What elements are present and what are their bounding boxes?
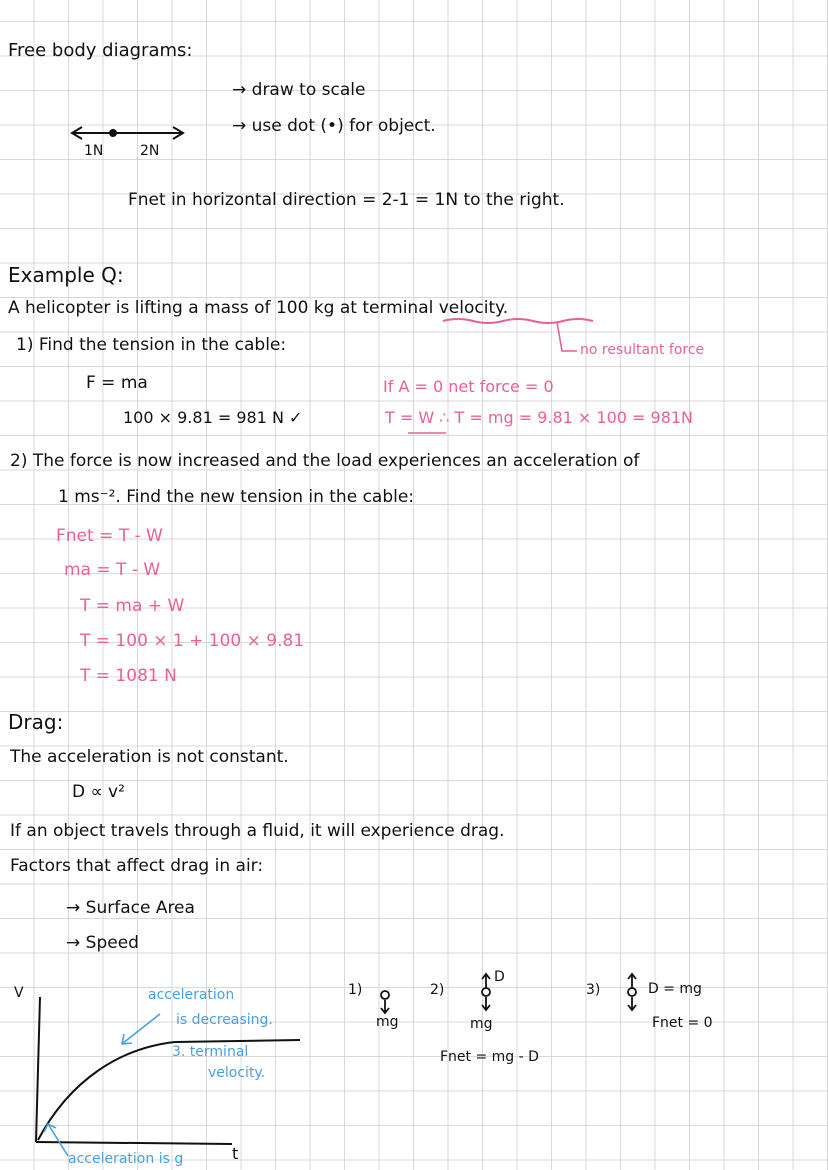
- question-2-line-1: 2) The force is now increased and the load experiences an acceleration of: [10, 451, 640, 471]
- step-ma: ma = T - W: [64, 560, 161, 580]
- stage-2-number: 2): [430, 982, 445, 998]
- f-equals-ma: F = ma: [86, 373, 148, 393]
- bullet-use-dot: → use dot (•) for object.: [232, 116, 436, 136]
- stage-3-fnet: Fnet = 0: [652, 1015, 713, 1031]
- terminal-velocity-underline: [443, 319, 593, 323]
- drag-proportionality: D ∝ v²: [72, 782, 125, 802]
- if-a-zero-line: If A = 0 net force = 0: [383, 377, 554, 396]
- stage-2-force: mg: [470, 1016, 493, 1032]
- fnet-statement: Fnet in horizontal direction = 2-1 = 1N to the right.: [128, 190, 565, 210]
- graph-v-label: V: [14, 985, 24, 1001]
- fbd-object-dot: [109, 129, 117, 137]
- velocity-curve: [38, 1040, 300, 1140]
- note-terminal: 3. terminal: [172, 1044, 249, 1060]
- drag-line-2: If an object travels through a fluid, it will experience drag.: [10, 821, 505, 841]
- decreasing-arrow: [123, 1014, 160, 1043]
- stage-1-number: 1): [348, 982, 363, 998]
- question-2-line-2: 1 ms⁻². Find the new tension in the cable:: [58, 487, 415, 507]
- fbd-left-label: 1N: [84, 143, 104, 159]
- fbd-right-label: 2N: [140, 143, 160, 159]
- stage-1-diagram: [381, 991, 389, 1013]
- example-title: Example Q:: [8, 263, 124, 287]
- stage-2-object: [482, 988, 490, 996]
- note-is-decreasing: is decreasing.: [176, 1012, 273, 1028]
- note-acceleration: acceleration: [148, 987, 235, 1003]
- graph-t-label: t: [232, 1144, 239, 1163]
- graph-y-axis: [36, 997, 40, 1142]
- stage-3-number: 3): [586, 982, 601, 998]
- step-t-ma-w: T = ma + W: [80, 596, 185, 616]
- drag-line-1: The acceleration is not constant.: [10, 747, 289, 767]
- step-fnet: Fnet = T - W: [56, 526, 163, 546]
- g-arrow: [48, 1124, 68, 1156]
- stage-3-equation: D = mg: [648, 981, 702, 997]
- no-resultant-annotation: no resultant force: [580, 342, 705, 358]
- drag-line-3: Factors that affect drag in air:: [10, 856, 264, 876]
- note-acceleration-is-g: acceleration is g: [68, 1151, 184, 1167]
- factor-speed: → Speed: [66, 933, 139, 953]
- stage-1-force: mg: [376, 1014, 399, 1030]
- factor-surface-area: → Surface Area: [66, 898, 195, 918]
- stage-3-diagram: [628, 974, 636, 1010]
- annotation-arrow: [557, 322, 577, 351]
- graph-x-axis: [36, 1142, 232, 1144]
- stage-2-fnet: Fnet = mg - D: [440, 1049, 539, 1065]
- bullet-draw-to-scale: → draw to scale: [232, 80, 366, 100]
- step-result: T = 1081 N: [80, 666, 177, 686]
- example-intro: A helicopter is lifting a mass of 100 kg at terminal velocity.: [8, 298, 509, 318]
- stage-3-object: [628, 988, 636, 996]
- step-substitution: T = 100 × 1 + 100 × 9.81: [80, 631, 305, 651]
- stage-2-diagram: [482, 974, 490, 1010]
- t-equals-w-line: T = W ∴ T = mg = 9.81 × 100 = 981N: [385, 408, 694, 427]
- page-heading: Free body diagrams:: [8, 40, 193, 61]
- stage-2-drag-label: D: [494, 969, 505, 985]
- drag-title: Drag:: [8, 710, 64, 734]
- question-1: 1) Find the tension in the cable:: [16, 335, 287, 355]
- calc-981: 100 × 9.81 = 981 N ✓: [123, 408, 303, 427]
- stage-1-object: [381, 991, 389, 999]
- note-velocity: velocity.: [208, 1065, 266, 1081]
